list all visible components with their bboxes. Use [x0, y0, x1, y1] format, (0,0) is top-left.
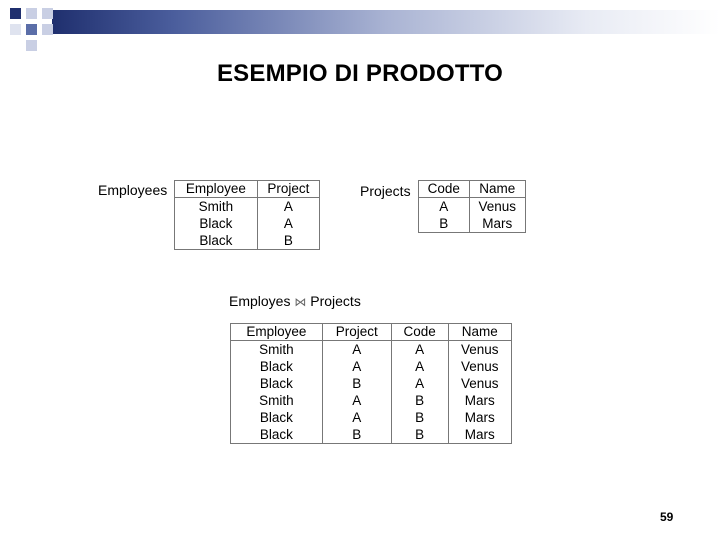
- table-cell: Mars: [448, 426, 511, 444]
- table-cell: Black: [231, 375, 323, 392]
- column-header: Project: [257, 181, 319, 198]
- table-cell: Venus: [448, 358, 511, 375]
- table-cell: Smith: [175, 198, 258, 216]
- decorative-square: [26, 40, 37, 51]
- table-row: [175, 215, 320, 232]
- table-cell: A: [391, 358, 448, 375]
- column-header: Project: [322, 324, 391, 341]
- table-cell: Black: [231, 426, 323, 444]
- table-cell: Smith: [231, 341, 323, 359]
- table-cell: A: [391, 341, 448, 359]
- table-row: [175, 232, 320, 250]
- table-cell: B: [322, 375, 391, 392]
- table-cell: A: [322, 358, 391, 375]
- product-label: [229, 293, 361, 309]
- table-cell: A: [322, 409, 391, 426]
- table-cell: Black: [175, 232, 258, 250]
- table-cell: A: [391, 375, 448, 392]
- table-row: [231, 341, 512, 359]
- table-cell: Venus: [448, 375, 511, 392]
- page-number: 59: [660, 510, 674, 524]
- decorative-square: [42, 8, 53, 19]
- table-cell: B: [391, 426, 448, 444]
- product-table: [230, 323, 512, 444]
- table-header-row: [419, 181, 526, 198]
- column-header: Employee: [175, 181, 258, 198]
- table-cell: Smith: [231, 392, 323, 409]
- table-row: [231, 392, 512, 409]
- projects-label: Projects: [360, 183, 411, 199]
- table-row: [231, 358, 512, 375]
- table-cell: Black: [231, 358, 323, 375]
- table-cell: A: [419, 198, 470, 216]
- table-row: [419, 215, 526, 233]
- table-header-row: [175, 181, 320, 198]
- table-cell: A: [257, 215, 319, 232]
- column-header: Employee: [231, 324, 323, 341]
- table-cell: Mars: [448, 392, 511, 409]
- table-row: [231, 426, 512, 444]
- employees-table: [174, 180, 320, 250]
- decorative-square: [42, 24, 53, 35]
- header-gradient-bar: [52, 10, 720, 34]
- table-cell: B: [391, 392, 448, 409]
- table-cell: Black: [175, 215, 258, 232]
- column-header: Code: [419, 181, 470, 198]
- table-cell: Mars: [469, 215, 525, 233]
- table-cell: Venus: [469, 198, 525, 216]
- product-right-operand: Projects: [310, 293, 361, 309]
- decorative-square: [26, 24, 37, 35]
- projects-table: [418, 180, 526, 233]
- table-cell: Black: [231, 409, 323, 426]
- table-cell: Mars: [448, 409, 511, 426]
- table-row: [175, 198, 320, 216]
- decorative-square: [10, 24, 21, 35]
- table-cell: B: [419, 215, 470, 233]
- table-cell: B: [391, 409, 448, 426]
- table-row: [419, 198, 526, 216]
- table-cell: A: [322, 392, 391, 409]
- table-cell: A: [322, 341, 391, 359]
- employees-label: Employees: [98, 182, 168, 198]
- table-cell: Venus: [448, 341, 511, 359]
- decorative-square: [10, 8, 21, 19]
- table-header-row: [231, 324, 512, 341]
- table-row: [231, 375, 512, 392]
- column-header: Name: [469, 181, 525, 198]
- table-row: [231, 409, 512, 426]
- product-left-operand: Employes: [229, 293, 291, 309]
- decorative-square: [26, 8, 37, 19]
- join-operator-icon: ⋈: [294, 295, 307, 309]
- column-header: Code: [391, 324, 448, 341]
- table-cell: B: [257, 232, 319, 250]
- table-cell: A: [257, 198, 319, 216]
- column-header: Name: [448, 324, 511, 341]
- table-cell: B: [322, 426, 391, 444]
- slide-title: ESEMPIO DI PRODOTTO: [216, 60, 504, 87]
